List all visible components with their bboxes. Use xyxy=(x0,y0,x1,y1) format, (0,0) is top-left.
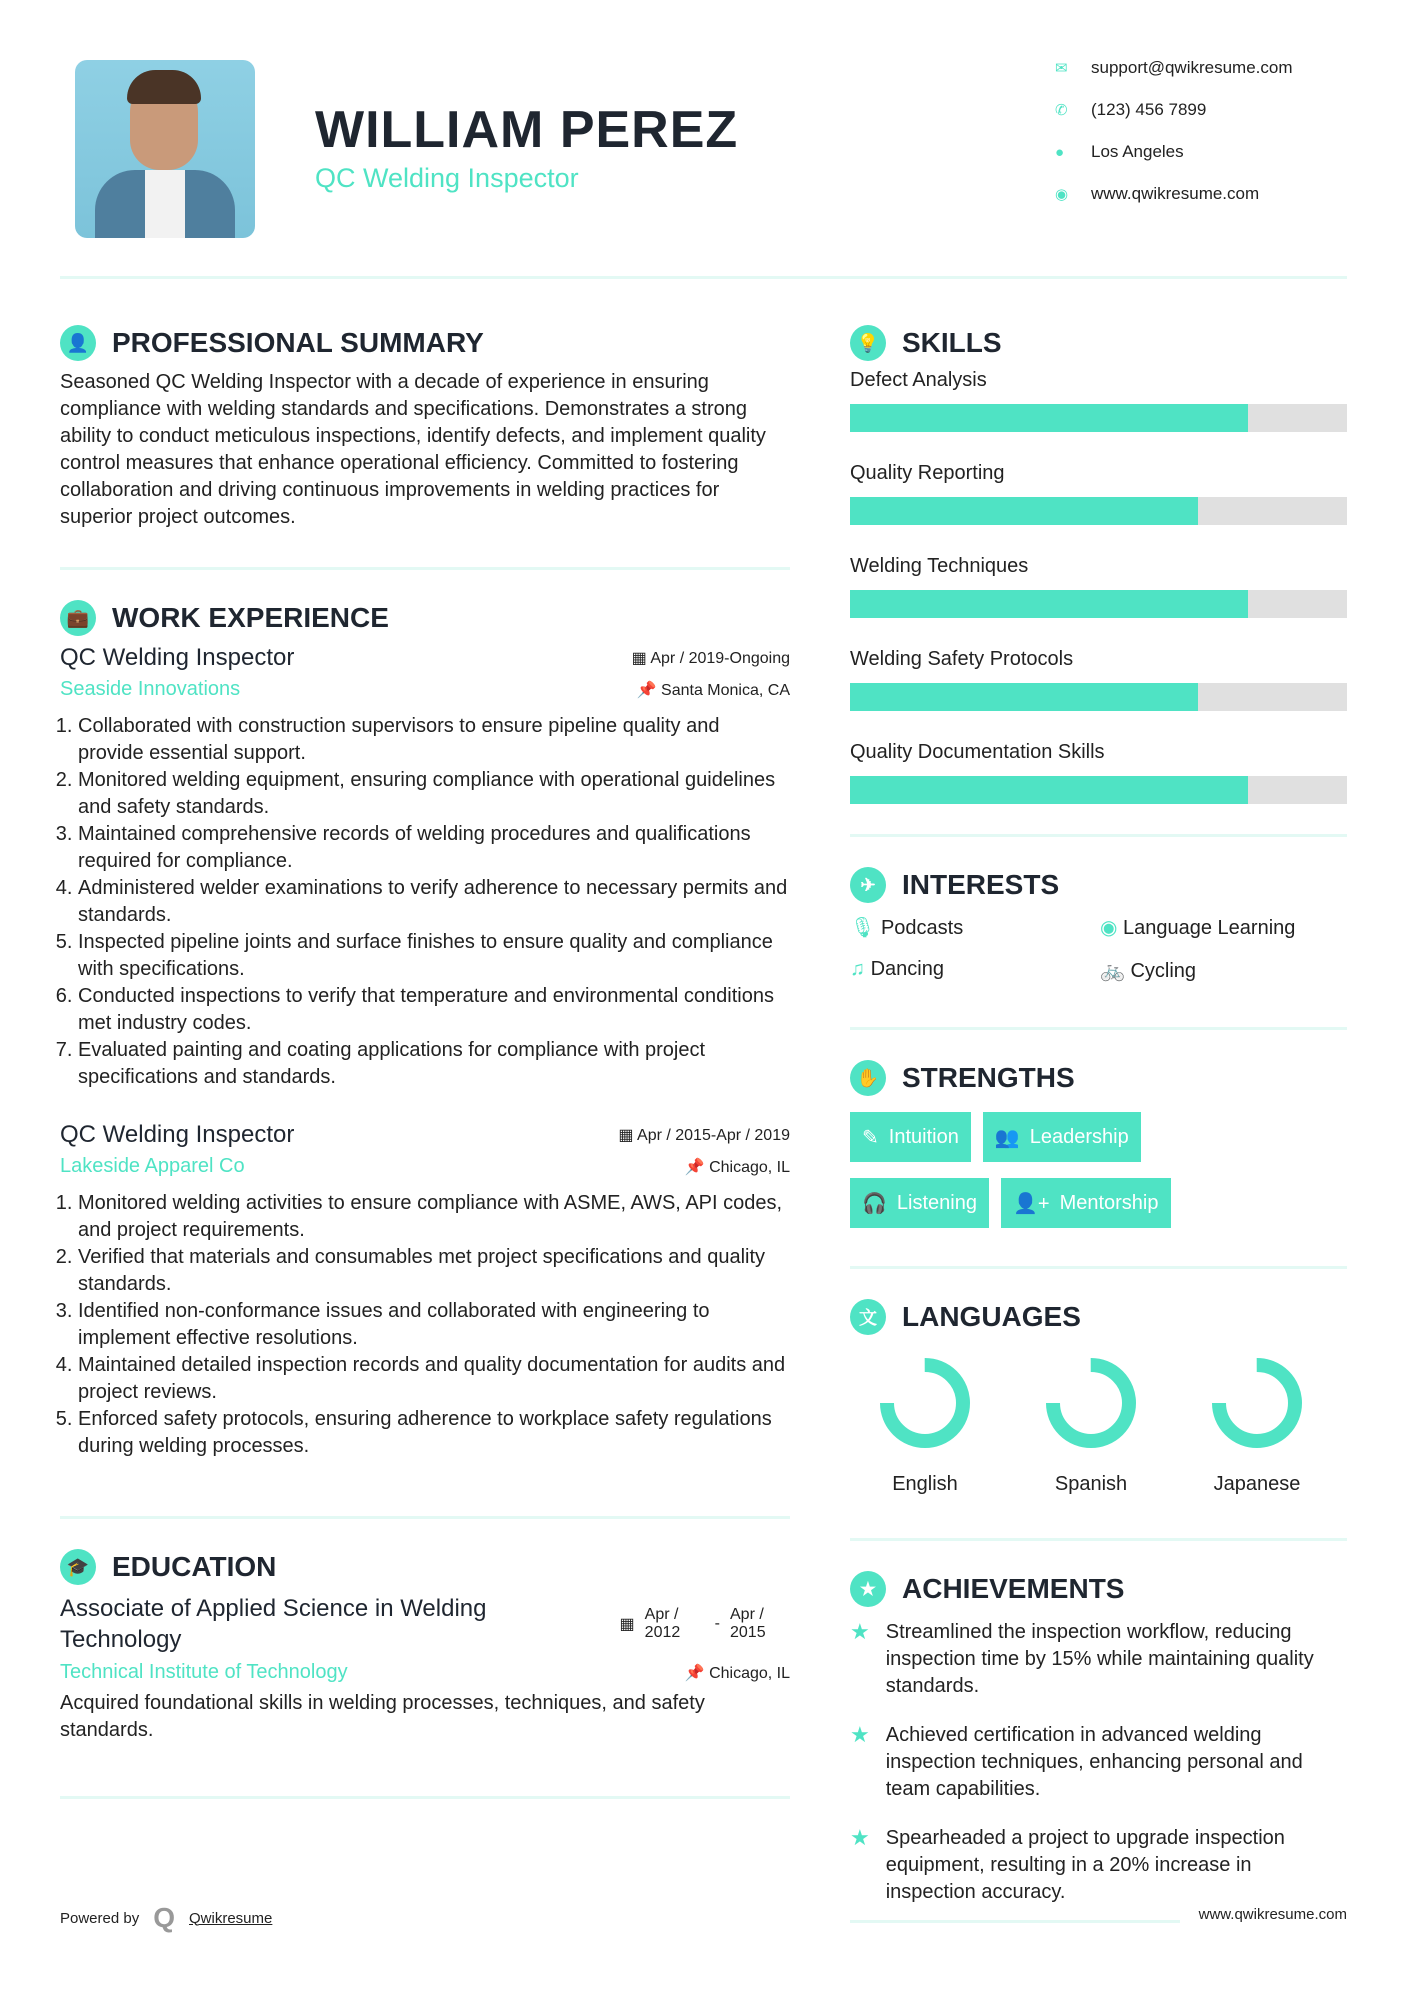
strength-label: Intuition xyxy=(888,1125,959,1148)
heading-text: INTERESTS xyxy=(902,869,1060,900)
job-title: QC Welding Inspector xyxy=(60,644,295,671)
footer-powered xyxy=(60,1902,272,1934)
briefcase-icon: 💼 xyxy=(60,600,96,636)
skill-bar-fill xyxy=(850,683,1198,711)
strength-label: Listening xyxy=(896,1191,977,1214)
company-name: Seaside Innovations xyxy=(60,678,241,700)
heading-text: PROFESSIONAL SUMMARY xyxy=(112,327,484,358)
divider xyxy=(60,1516,790,1519)
heading-text: LANGUAGES xyxy=(902,1301,1081,1332)
users-icon: 👥 xyxy=(994,1126,1020,1149)
company-name: Lakeside Apparel Co xyxy=(60,1155,245,1177)
list-item: 2. Verified that materials and consumables met project specifications and quality standards. xyxy=(78,1244,790,1298)
skills-heading xyxy=(850,325,1347,361)
skills-list xyxy=(850,369,1347,804)
skill-item xyxy=(850,555,1347,618)
interests-list xyxy=(850,915,1347,983)
interest-item xyxy=(1100,915,1350,940)
job-date xyxy=(632,648,790,668)
language-item xyxy=(850,1353,1000,1496)
language-label: English xyxy=(892,1473,958,1495)
phone-icon: ✆ xyxy=(1055,102,1068,119)
left-column xyxy=(60,325,790,1799)
list-item: 3. Identified non-conformance issues and collaborated with engineering to implement effective resolutions. xyxy=(78,1298,790,1352)
strength-label: Mentorship xyxy=(1059,1191,1159,1214)
interest-item xyxy=(850,958,1100,983)
skill-bar-fill xyxy=(850,590,1248,618)
brand-link[interactable]: Qwikresume xyxy=(189,1909,273,1927)
degree-title: Associate of Applied Science in Welding Technology xyxy=(60,1595,487,1653)
strength-tag xyxy=(1001,1178,1171,1228)
language-label: Japanese xyxy=(1213,1473,1301,1495)
music-icon: ♫ xyxy=(850,958,871,980)
divider xyxy=(850,1920,1180,1923)
divider xyxy=(60,567,790,570)
list-item: 7. Evaluated painting and coating applications for compliance with project specifications and standards. xyxy=(78,1037,790,1091)
location-text: Chicago, IL xyxy=(709,1158,790,1176)
divider xyxy=(850,1538,1347,1541)
mail-icon: ✉ xyxy=(1055,60,1068,77)
star-icon: ★ xyxy=(850,1825,870,1850)
calendar-icon: ▦ xyxy=(619,1616,635,1633)
graduation-cap-icon: 🎓 xyxy=(60,1549,96,1585)
skill-bar-fill xyxy=(850,776,1248,804)
headphones-icon: 🎧 xyxy=(862,1192,887,1215)
list-item: 4. Maintained detailed inspection records and quality documentation for audits and project reviews. xyxy=(78,1352,790,1406)
work-heading xyxy=(60,600,790,636)
job-location xyxy=(685,1157,790,1177)
heading-text: EDUCATION xyxy=(112,1551,277,1582)
language-level-arc xyxy=(1207,1353,1307,1453)
list-item: 3. Maintained comprehensive records of welding procedures and qualifications required for compliance. xyxy=(78,821,790,875)
interests-heading xyxy=(850,867,1347,903)
user-plus-icon: 👤+ xyxy=(1012,1192,1050,1215)
skill-label: Quality Reporting xyxy=(850,462,1005,484)
globe-icon: ◉ xyxy=(1055,186,1069,203)
list-item: 1. Monitored welding activities to ensure compliance with ASME, AWS, API codes, and project requirements. xyxy=(78,1190,790,1244)
education-heading xyxy=(60,1549,790,1585)
pin-icon: 📌 xyxy=(636,681,662,699)
skill-item xyxy=(850,462,1347,525)
skill-bar xyxy=(850,404,1347,432)
school-name: Technical Institute of Technology xyxy=(60,1661,348,1683)
microphone-icon: 🎙 xyxy=(850,917,881,939)
strength-tag xyxy=(850,1178,989,1228)
skill-bar xyxy=(850,590,1347,618)
qwikresume-logo-icon: Q xyxy=(153,1902,175,1933)
skill-bar xyxy=(850,683,1347,711)
skill-label: Welding Safety Protocols xyxy=(850,648,1074,670)
contact-text: Los Angeles xyxy=(1091,142,1184,161)
education-text: Acquired foundational skills in welding processes, techniques, and safety standards. xyxy=(60,1692,705,1741)
contact-text: www.qwikresume.com xyxy=(1091,184,1260,203)
heading-text: ACHIEVEMENTS xyxy=(902,1573,1125,1604)
right-column xyxy=(850,325,1347,1928)
list-item: 6. Conducted inspections to verify that temperature and environmental conditions met industry codes. xyxy=(78,983,790,1037)
magic-wand-icon: ✎ xyxy=(862,1126,879,1149)
skill-bar-fill xyxy=(850,497,1198,525)
strength-tag xyxy=(983,1112,1141,1162)
job-title: QC Welding Inspector xyxy=(60,1121,295,1148)
language-item xyxy=(1016,1353,1166,1496)
language-level-arc xyxy=(1041,1353,1141,1453)
interest-item xyxy=(1100,958,1350,983)
contact-text: support@qwikresume.com xyxy=(1091,58,1293,77)
list-item: 5. Enforced safety protocols, ensuring adherence to workplace safety regulations during welding processes. xyxy=(78,1406,790,1460)
pin-icon: 📌 xyxy=(684,1664,710,1682)
pin-icon: 📌 xyxy=(684,1158,710,1176)
interest-label: Podcasts xyxy=(880,917,964,939)
paper-plane-icon: ✈ xyxy=(850,867,886,903)
end-date: Apr / 2015 xyxy=(730,1606,766,1641)
summary-text: Seasoned QC Welding Inspector with a decade of experience in ensuring compliance with welding standards and specifications. Demonstrates a strong ability to conduct meticulous inspections, identify defects, and implement quality control measures that enhance operational efficiency. Committed to fostering collaboration and driving continuous improvements in welding practices for superior project outcomes. xyxy=(60,371,766,528)
contact-phone xyxy=(1055,100,1206,120)
divider xyxy=(850,1266,1347,1269)
achievement-item xyxy=(850,1619,1347,1700)
divider xyxy=(60,1796,790,1799)
star-icon: ★ xyxy=(850,1571,886,1607)
location-text: Santa Monica, CA xyxy=(661,681,790,699)
contact-location xyxy=(1055,142,1184,162)
powered-by-text: Powered by xyxy=(60,1909,140,1927)
contact-email[interactable] xyxy=(1055,58,1293,78)
list-item: 2. Monitored welding equipment, ensuring compliance with operational guidelines and safety standards. xyxy=(78,767,790,821)
strength-tag xyxy=(850,1112,971,1162)
summary-heading xyxy=(60,325,790,361)
job-entry xyxy=(60,644,790,1091)
skill-bar-fill xyxy=(850,404,1248,432)
strengths-heading xyxy=(850,1060,1347,1096)
heading-text: STRENGTHS xyxy=(902,1062,1075,1093)
skill-label: Welding Techniques xyxy=(850,555,1029,577)
job-title: QC Welding Inspector xyxy=(315,163,579,193)
language-icon: 文 xyxy=(850,1299,886,1335)
achievement-item xyxy=(850,1722,1347,1803)
calendar-icon: ▦ xyxy=(631,650,651,667)
globe-icon: ◉ xyxy=(1100,917,1124,939)
job-duties xyxy=(60,713,790,1091)
heading-text: WORK EXPERIENCE xyxy=(112,602,389,633)
bicycle-icon: 🚲 xyxy=(1100,960,1131,982)
location-text: Chicago, IL xyxy=(709,1664,790,1682)
interest-label: Language Learning xyxy=(1123,917,1296,939)
achievements-list xyxy=(850,1619,1347,1906)
user-icon: 👤 xyxy=(60,325,96,361)
interest-label: Cycling xyxy=(1130,960,1197,982)
languages-heading xyxy=(850,1299,1347,1335)
achievement-item xyxy=(850,1825,1347,1906)
star-icon: ★ xyxy=(850,1722,870,1747)
divider xyxy=(60,276,1347,279)
contact-website[interactable] xyxy=(1055,184,1259,204)
list-item: 4. Administered welder examinations to verify adherence to necessary permits and standards. xyxy=(78,875,790,929)
calendar-icon: ▦ xyxy=(618,1127,638,1144)
list-item: 1. Collaborated with construction supervisors to ensure pipeline quality and provide essential support. xyxy=(78,713,790,767)
language-level-arc xyxy=(875,1353,975,1453)
date-text: Apr / 2019-Ongoing xyxy=(650,650,790,667)
divider xyxy=(850,834,1347,837)
star-icon: ★ xyxy=(850,1619,870,1644)
heading-text: SKILLS xyxy=(902,327,1002,358)
job-date xyxy=(618,1125,790,1145)
map-pin-icon: ● xyxy=(1055,143,1065,161)
contact-text: (123) 456 7899 xyxy=(1091,100,1207,119)
language-label: Spanish xyxy=(1054,1473,1128,1495)
job-duties xyxy=(60,1190,790,1460)
hand-icon: ✋ xyxy=(850,1060,886,1096)
date-text: Apr / 2015-Apr / 2019 xyxy=(637,1127,790,1144)
profile-photo xyxy=(75,60,255,238)
job-entry xyxy=(60,1121,790,1460)
skill-label: Defect Analysis xyxy=(850,369,987,391)
strengths-list xyxy=(850,1112,1347,1228)
divider xyxy=(850,1027,1347,1030)
footer-site-link[interactable]: www.qwikresume.com xyxy=(1198,1906,1347,1923)
candidate-name: WILLIAM PEREZ xyxy=(315,101,739,159)
education-location xyxy=(685,1663,790,1683)
interest-label: Dancing xyxy=(870,958,944,980)
achievement-text: Spearheaded a project to upgrade inspection equipment, resulting in a 20% increase in inspection accuracy. xyxy=(885,1827,1285,1903)
lightbulb-icon: 💡 xyxy=(850,325,886,361)
skill-label: Quality Documentation Skills xyxy=(850,741,1105,763)
skill-item xyxy=(850,741,1347,804)
skill-item xyxy=(850,648,1347,711)
achievement-text: Achieved certification in advanced welding inspection techniques, enhancing personal and team capabilities. xyxy=(885,1724,1303,1800)
strength-label: Leadership xyxy=(1029,1125,1129,1148)
skill-bar xyxy=(850,776,1347,804)
skill-item xyxy=(850,369,1347,432)
start-date: Apr / 2012 xyxy=(644,1606,681,1641)
education-date: ▦ Apr / 2012 - Apr / 2015 xyxy=(620,1593,790,1655)
skill-bar xyxy=(850,497,1347,525)
language-item xyxy=(1182,1353,1332,1496)
achievements-heading xyxy=(850,1571,1347,1607)
list-item: 5. Inspected pipeline joints and surface finishes to ensure quality and compliance with specifications. xyxy=(78,929,790,983)
interest-item xyxy=(850,915,1100,940)
languages-list xyxy=(850,1353,1347,1496)
achievement-text: Streamlined the inspection workflow, reducing inspection time by 15% while maintaining quality standards. xyxy=(885,1621,1314,1697)
job-location xyxy=(637,680,790,700)
